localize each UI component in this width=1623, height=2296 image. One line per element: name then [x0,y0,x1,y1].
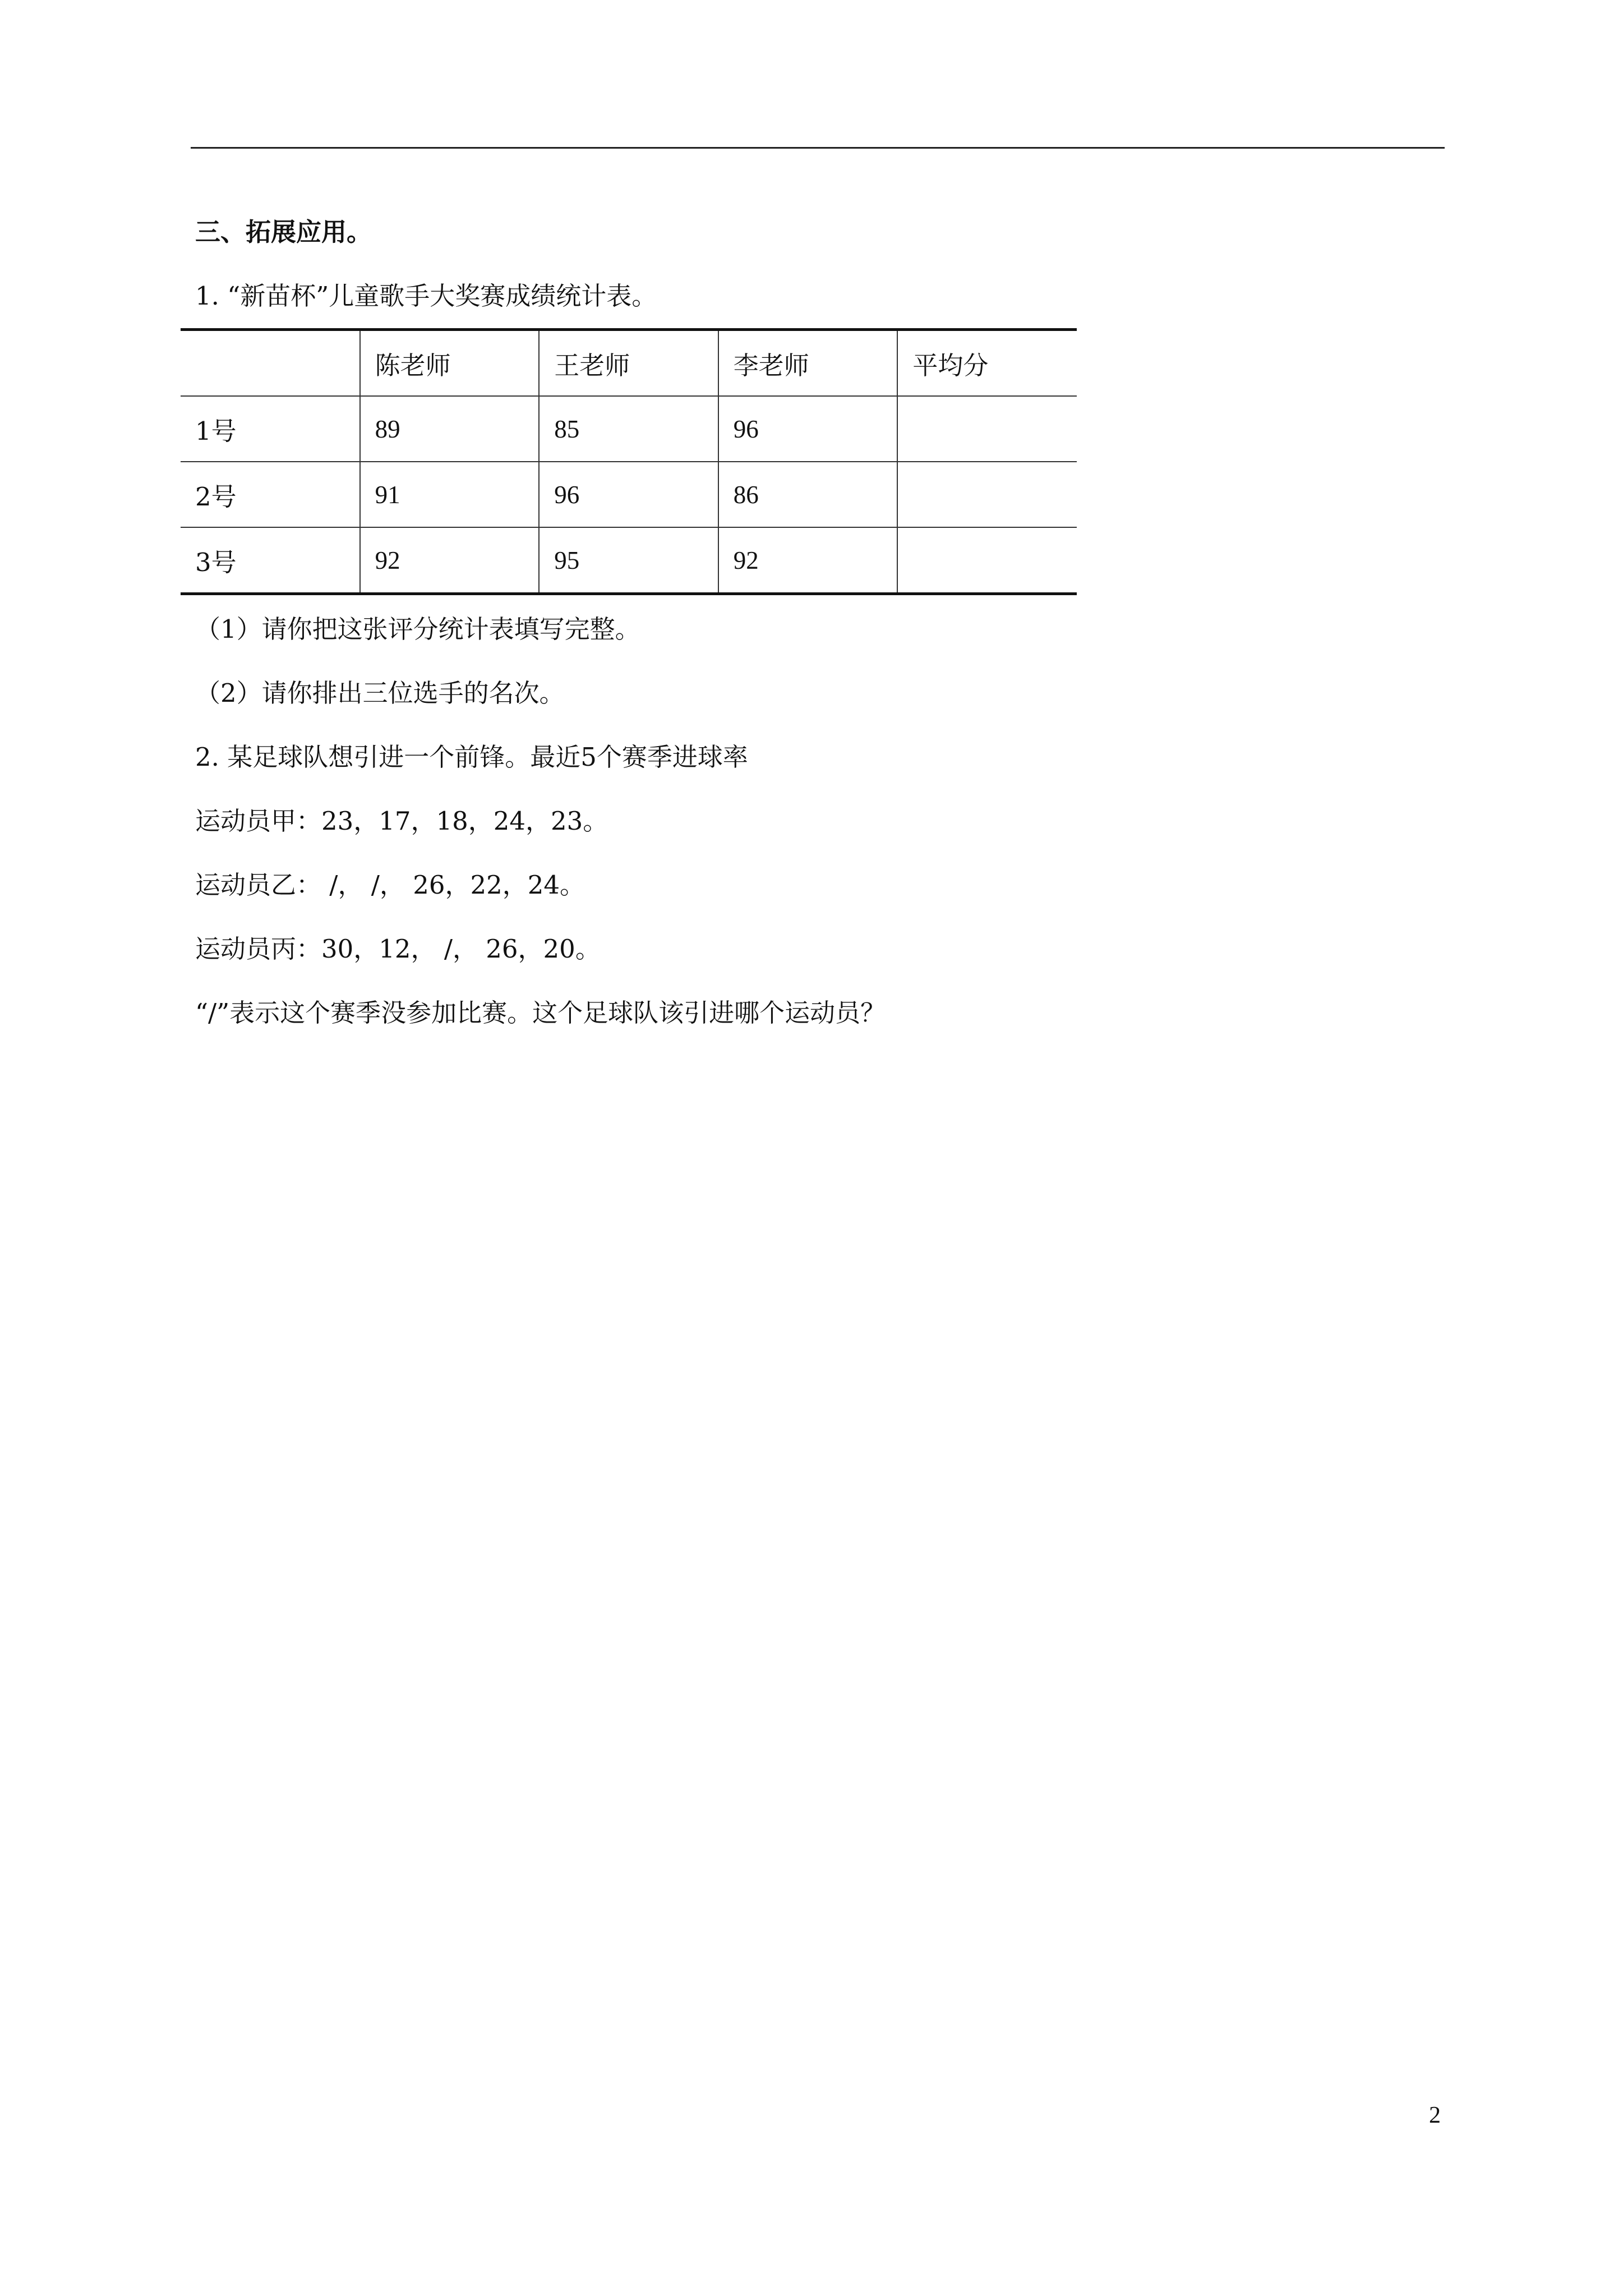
average-cell [897,527,1077,594]
score-cell: 86 [718,462,898,527]
header-teacher-chen: 陈老师 [360,330,540,397]
score-table [181,328,1077,595]
contestant-label: 3号 [181,527,360,594]
table-row [181,527,1077,594]
section-heading: 三、拓展应用。 [195,217,372,247]
question-2-note: “/”表示这个赛季没参加比赛。这个足球队该引进哪个运动员？ [195,998,886,1028]
player-bing-record: 运动员丙：30，12， /， 26，20。 [195,934,601,964]
player-jia-record: 运动员甲：23，17，18，24，23。 [195,806,608,836]
score-cell: 85 [539,396,718,462]
score-cell: 95 [539,527,718,594]
header-corner-cell [181,330,360,397]
score-cell: 96 [539,462,718,527]
page-number: 2 [1429,2102,1441,2128]
average-cell [897,462,1077,527]
question-1-part-2: （2）请你排出三位选手的名次。 [195,678,565,708]
score-cell: 89 [360,396,540,462]
header-teacher-wang: 王老师 [539,330,718,397]
player-yi-record: 运动员乙： /， /， 26，22，24。 [195,870,585,900]
table-row [181,396,1077,462]
header-rule [191,147,1445,149]
contestant-label: 1号 [181,396,360,462]
average-cell [897,396,1077,462]
score-cell: 92 [718,527,898,594]
score-cell: 96 [718,396,898,462]
contestant-label: 2号 [181,462,360,527]
question-1-part-1: （1）请你把这张评分统计表填写完整。 [195,614,640,644]
table-header-row [181,330,1077,397]
question-2-title: 2. 某足球队想引进一个前锋。最近5个赛季进球率 [195,742,748,772]
header-average: 平均分 [897,330,1077,397]
score-cell: 91 [360,462,540,527]
score-cell: 92 [360,527,540,594]
header-teacher-li: 李老师 [718,330,898,397]
table-row [181,462,1077,527]
question-1-title: 1. “新苗杯”儿童歌手大奖赛成绩统计表。 [195,281,657,311]
